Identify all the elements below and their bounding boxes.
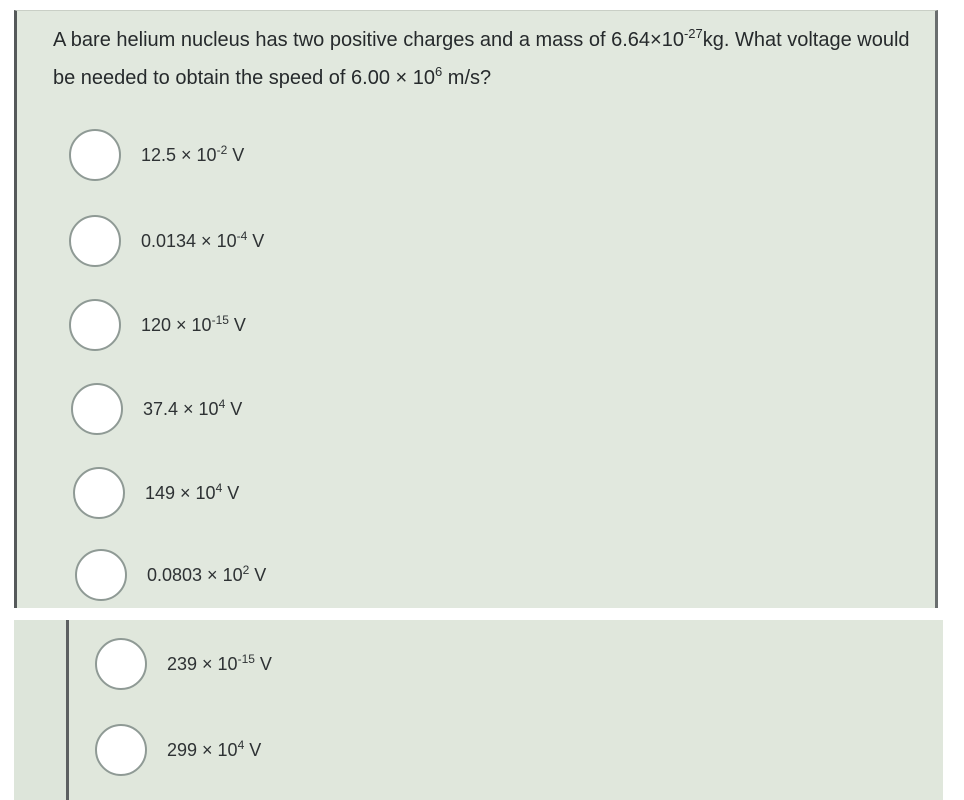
option-label: $0.0803 \times 10^2$ V — [147, 562, 267, 585]
answer-option-6[interactable] — [75, 545, 266, 605]
answer-list-area — [66, 620, 943, 800]
radio-button[interactable] — [95, 638, 147, 690]
answer-option-1[interactable] — [69, 125, 244, 185]
option-label: $12.5 \times 10^{-2}$ V — [141, 142, 245, 165]
question-panel — [14, 10, 938, 608]
answer-option-4[interactable] — [71, 379, 242, 439]
answer-option-2[interactable] — [69, 211, 264, 271]
answer-panel-continued — [14, 620, 940, 800]
question-text: A bare helium nucleus has two positive charges and a mass of $6.64\times 10^{-27}kg$. What voltage would be needed to obtain the speed of $6.00 \times 10^6$ m/s? — [53, 26, 910, 89]
option-label: $120 \times 10^{-15}$ V — [141, 312, 246, 335]
radio-button[interactable] — [95, 724, 147, 776]
option-label: $0.0134 \times 10^{-4}$ V — [141, 228, 265, 251]
radio-button[interactable] — [75, 549, 127, 601]
radio-button[interactable] — [69, 129, 121, 181]
option-label: $37.4 \times 10^4$ V — [143, 396, 243, 419]
answer-option-8[interactable] — [95, 720, 261, 780]
radio-button[interactable] — [69, 215, 121, 267]
option-label: $239 \times 10^{-15}$ V — [167, 651, 272, 674]
answer-option-3[interactable] — [69, 295, 246, 355]
answer-option-7[interactable] — [95, 634, 272, 694]
answer-option-5[interactable] — [73, 463, 239, 523]
radio-button[interactable] — [69, 299, 121, 351]
option-label: $149 \times 10^4$ V — [145, 480, 240, 503]
option-label: $299 \times 10^4$ V — [167, 737, 262, 760]
radio-button[interactable] — [73, 467, 125, 519]
radio-button[interactable] — [71, 383, 123, 435]
